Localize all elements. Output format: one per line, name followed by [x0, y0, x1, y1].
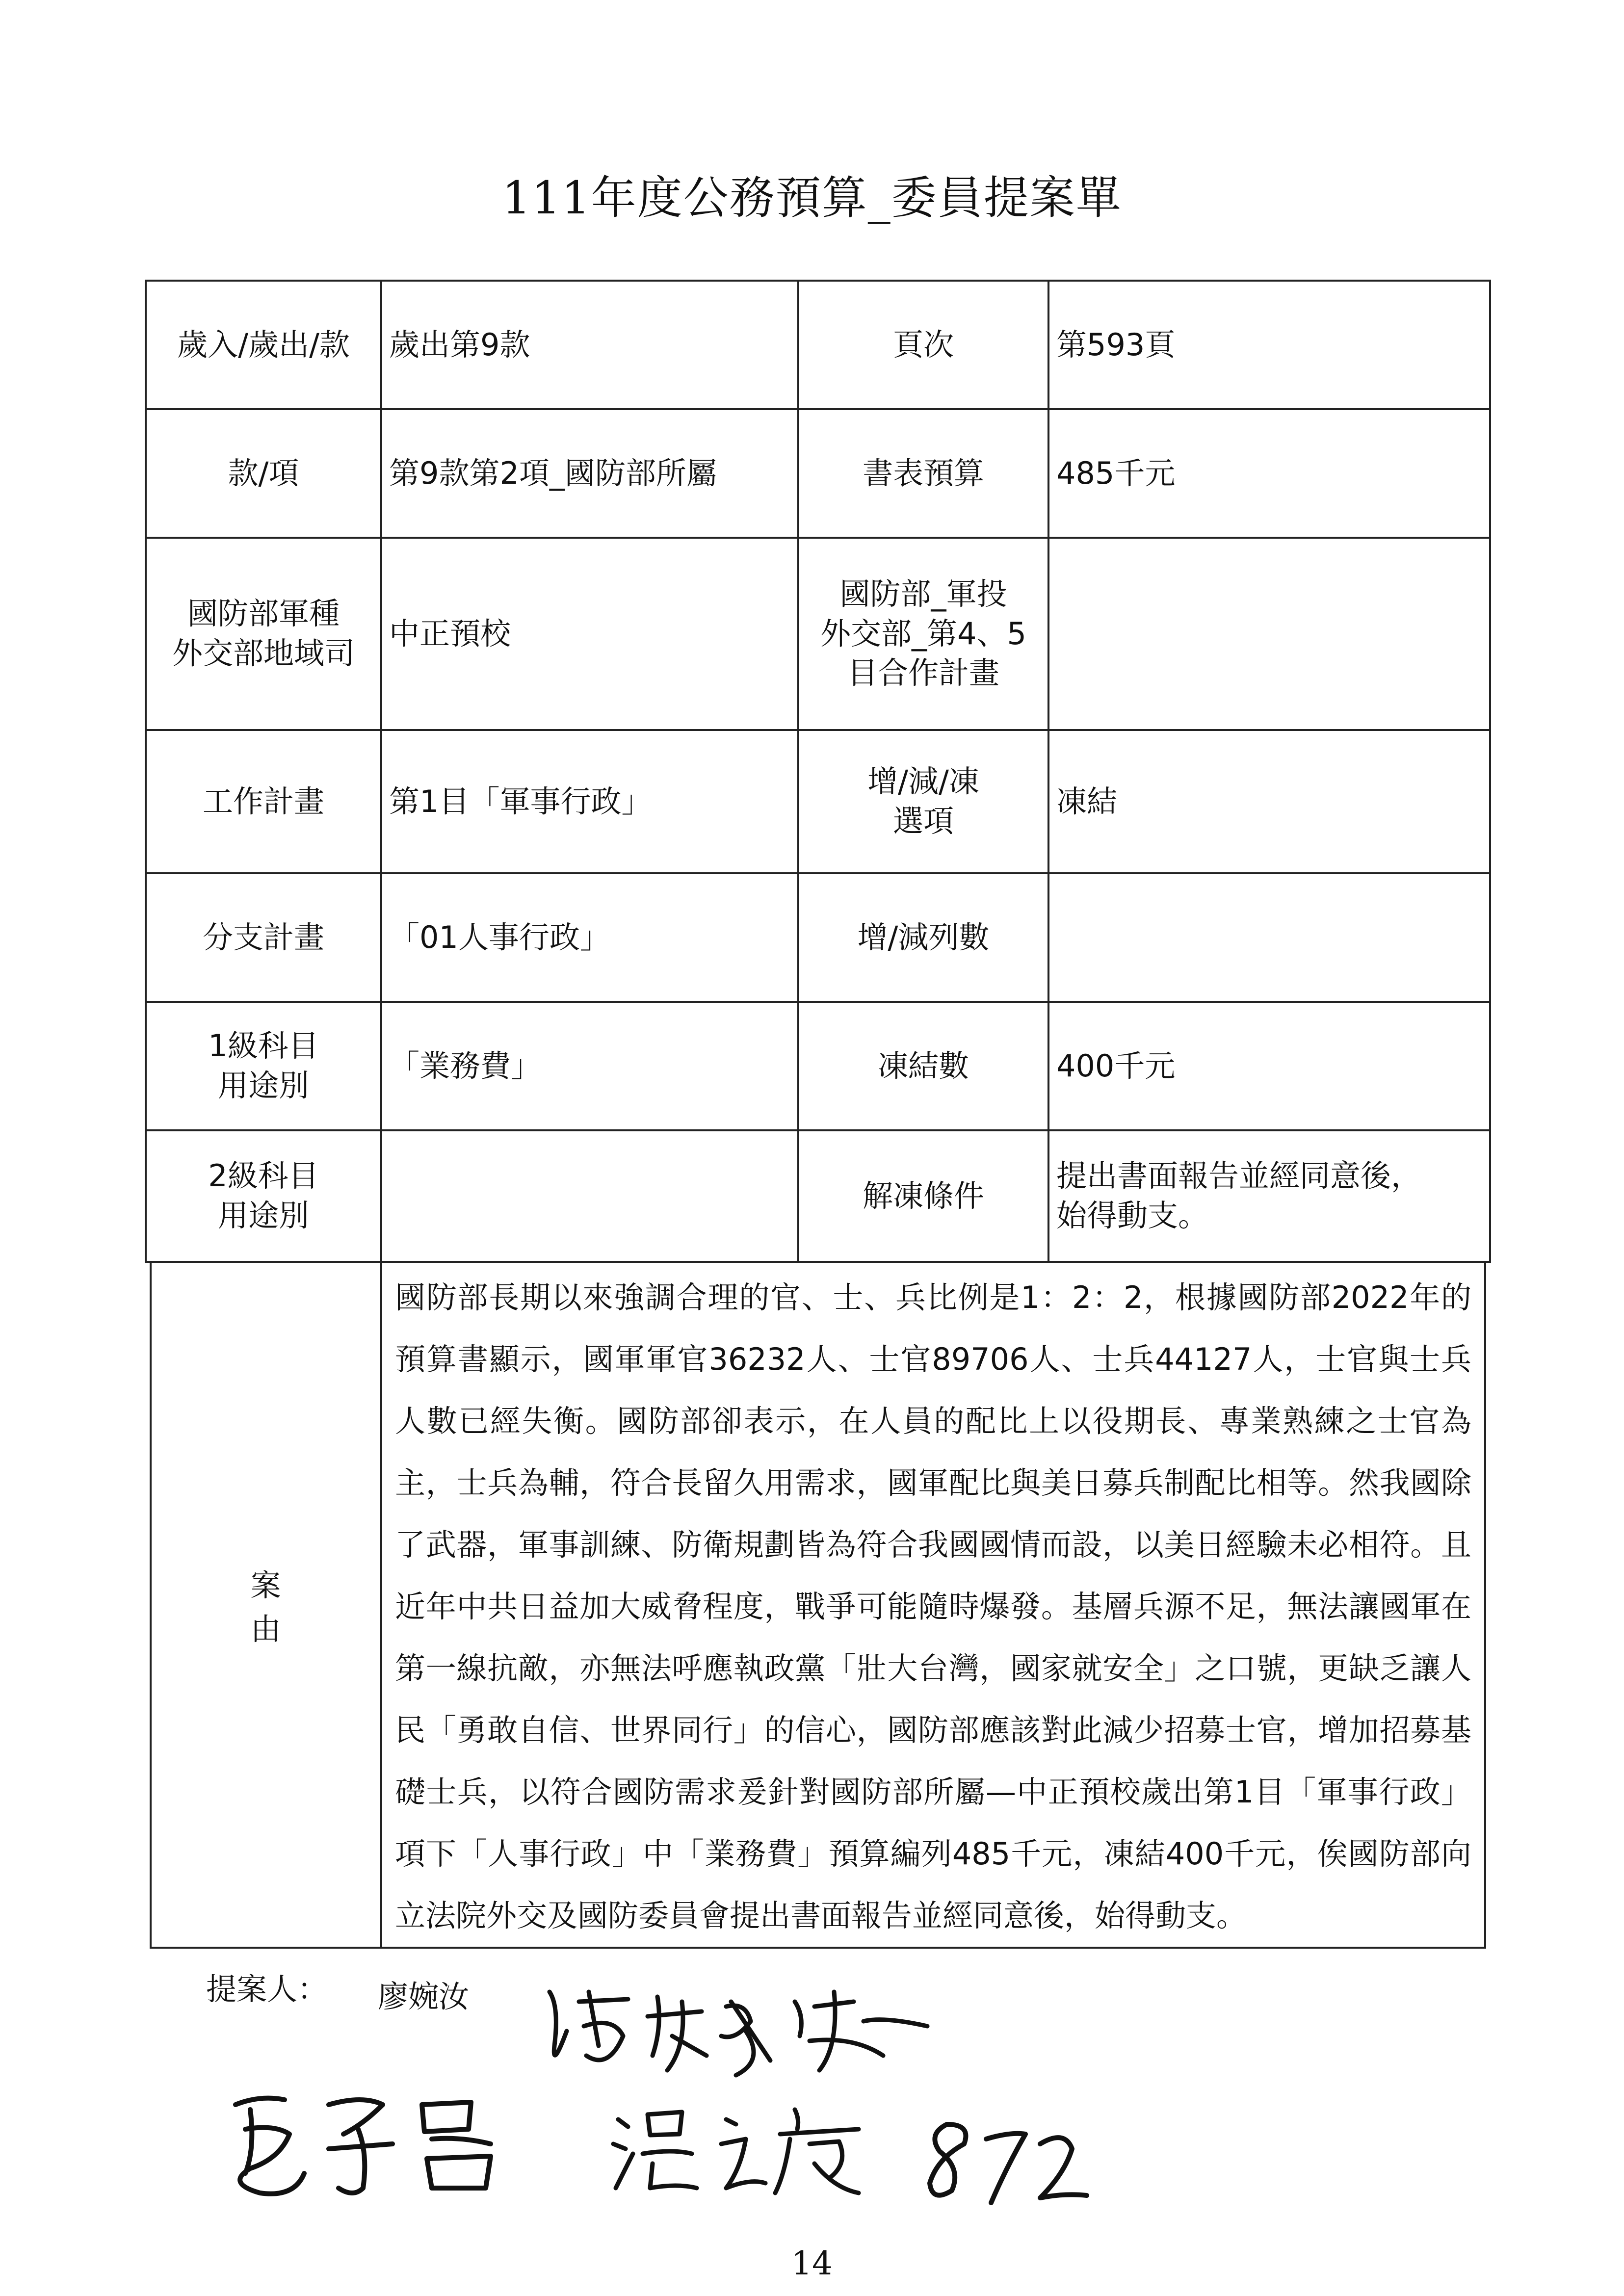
- label-unfreeze-condition: 解凍條件: [798, 1130, 1048, 1262]
- value-option: 凍結: [1048, 730, 1490, 873]
- label-line: 國防部軍種: [187, 596, 340, 632]
- label-line: 外交部_第4、5: [820, 615, 1026, 652]
- label-work-plan: 工作計畫: [146, 730, 381, 873]
- value-military-branch: 中正預校: [381, 538, 798, 730]
- label-line: 目合作計畫: [847, 655, 999, 691]
- label-investment-plan: [798, 538, 1048, 730]
- reason-label: 案由: [151, 1262, 381, 1948]
- value-adjust-amount: [1048, 873, 1490, 1002]
- value-line: 始得動支。: [1056, 1198, 1209, 1233]
- label-option: [798, 730, 1048, 873]
- proposer-name: 廖婉汝: [378, 1979, 470, 2014]
- value-level2-subject: [381, 1130, 798, 1262]
- proposer-label: 提案人：: [206, 1971, 328, 2007]
- label-line: 1級科目: [208, 1028, 319, 1064]
- value-unfreeze-condition: [1048, 1130, 1490, 1262]
- label-adjust-amount: 增/減列數: [798, 873, 1048, 1002]
- label-level1-subject: [146, 1002, 381, 1130]
- signature-handwritten-1: [540, 1972, 942, 2090]
- table-row: [146, 281, 1490, 409]
- value-freeze-amount: 400千元: [1048, 1002, 1490, 1130]
- signature-handwritten-3: [603, 2090, 908, 2203]
- table-row: [146, 1130, 1490, 1262]
- value-section: 第9款第2項_國防部所屬: [381, 409, 798, 538]
- label-line: 外交部地域司: [172, 635, 355, 671]
- label-section: 款/項: [146, 409, 381, 538]
- table-row: [146, 409, 1490, 538]
- label-line: 增/減/凍: [867, 763, 979, 800]
- label-freeze-amount: 凍結數: [798, 1002, 1048, 1130]
- signature-number-872: [917, 2105, 1094, 2213]
- label-book-budget: 書表預算: [798, 409, 1048, 538]
- value-work-plan: 第1目「軍事行政」: [381, 730, 798, 873]
- label-branch-plan: 分支計畫: [146, 873, 381, 1002]
- reason-text: 國防部長期以來強調合理的官、士、兵比例是1：2：2，根據國防部2022年的預算書顯示，國軍軍官36232人、士官89706人、士兵44127人，士官與士兵人數已經失衡。國防部卻表示，在人員的配比上以役期長、專業熟練之士官為主，士兵為輔，符合長留久用需求，國軍配比與美日募兵制配比相等。然我國除了武器，軍事訓練、防衛規劃皆為符合我國國情而設，以美日經驗未必相符。且近年中共日益加大威脅程度，戰爭可能隨時爆發。基層兵源不足，無法讓國軍在第一線抗敵，亦無法呼應執政黨「壯大台灣，國家就安全」之口號，更缺乏讓人民「勇敢自信、世界同行」的信心，國防部應該對此減少招募士官，增加招募基礎士兵，以符合國防需求爰針對國防部所屬—中正預校歲出第1目「軍事行政」項下「人事行政」中「業務費」預算編列485千元，凍結400千元，俟國防部向立法院外交及國防委員會提出書面報告並經同意後，始得動支。: [381, 1262, 1485, 1948]
- label-line: 用途別: [217, 1198, 309, 1233]
- page-number: 14: [791, 2244, 833, 2282]
- value-investment-plan: [1048, 538, 1490, 730]
- table-row: [146, 730, 1490, 873]
- reason-table: [150, 1261, 1486, 1949]
- label-line: 國防部_軍投: [839, 576, 1007, 612]
- value-page: 第593頁: [1048, 281, 1490, 409]
- label-level2-subject: [146, 1130, 381, 1262]
- proposal-form-table: [145, 280, 1491, 1263]
- signature-handwritten-2: [216, 2075, 559, 2213]
- label-line: 用途別: [217, 1068, 309, 1103]
- label-military-branch: [146, 538, 381, 730]
- value-line: 提出書面報告並經同意後，: [1056, 1158, 1422, 1194]
- table-row: [146, 873, 1490, 1002]
- label-budget-type: 歲入/歲出/款: [146, 281, 381, 409]
- label-line: 選項: [892, 803, 954, 839]
- label-page: 頁次: [798, 281, 1048, 409]
- value-budget-type: 歲出第9款: [381, 281, 798, 409]
- value-level1-subject: 「業務費」: [381, 1002, 798, 1130]
- value-book-budget: 485千元: [1048, 409, 1490, 538]
- table-row: [146, 538, 1490, 730]
- value-branch-plan: 「01人事行政」: [381, 873, 798, 1002]
- page-title: 111年度公務預算_委員提案單: [502, 172, 1122, 224]
- label-line: 2級科目: [208, 1158, 319, 1194]
- table-row: [146, 1002, 1490, 1130]
